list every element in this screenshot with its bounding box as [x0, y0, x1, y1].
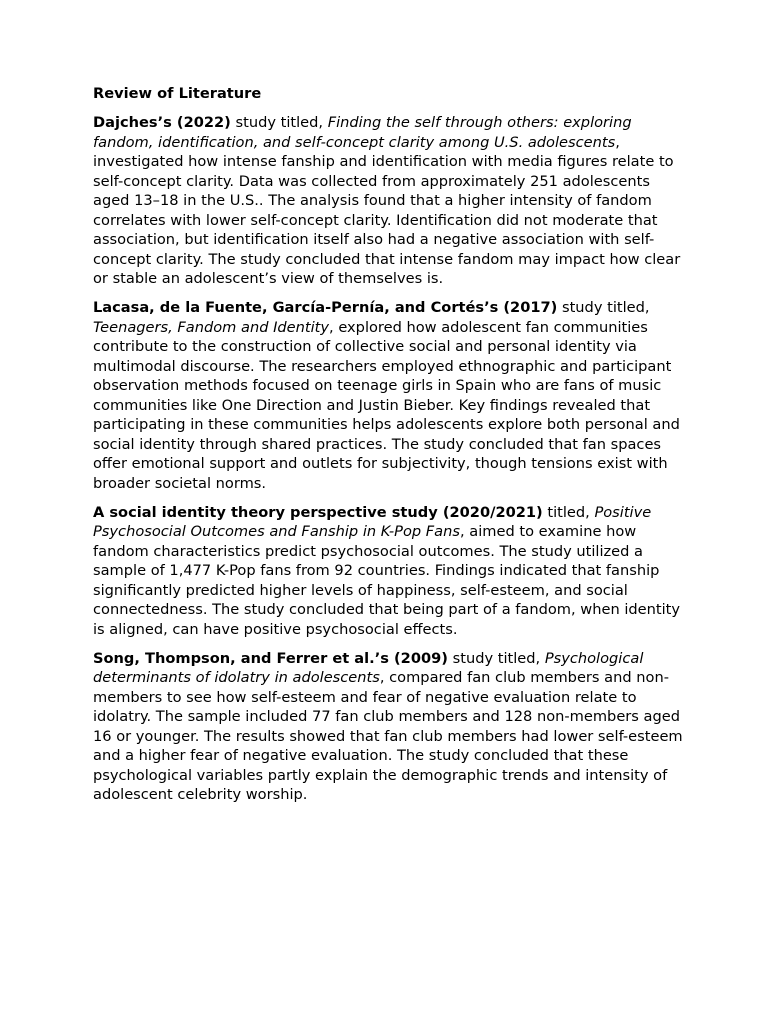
study-title: Psychological determinants of idolatry in adolescents — [93, 649, 644, 686]
document-page — [93, 84, 683, 814]
citation-authors: A social identity theory perspective study (2020/2021) — [93, 503, 543, 521]
citation-lead: study titled, — [447, 649, 545, 667]
paragraph-body: , aimed to examine how fandom characteristics predict psychosocial outcomes. The study utilized a sample of 1,477 K-Pop fans from 92 countries. Findings indicated that fanship significantly predicted higher levels of happiness, self-esteem, and social connectedness. The study concluded that being part of a fandom, when identity is aligned, can have positive psychosocial effects. — [93, 523, 681, 638]
paragraph-lacasa — [93, 298, 683, 493]
citation-authors: Dajches’s (2022) — [93, 114, 231, 131]
study-title: Finding the self through others: exploring fandom, identification, and self-concept clarity among U.S. adolescents — [93, 114, 632, 151]
paragraph-kpop — [93, 503, 683, 640]
paragraph-song — [93, 649, 683, 805]
citation-authors: Song, Thompson, and Ferrer et al.’s (2009) — [93, 649, 448, 667]
section-heading: Review of Literature — [93, 85, 262, 102]
citation-lead: study titled, — [557, 299, 650, 316]
paragraph-body: , compared fan club members and non-members to see how self-esteem and fear of negative evaluation relate to idolatry. The sample included 77 fan club members and 128 non-members aged 16 or younger. The results showed that fan club members had lower self-esteem and a higher fear of negative evaluation. The study concluded that these psychological variables partly explain the demographic trends and intensity of adolescent celebrity worship. — [93, 669, 683, 803]
study-title: Teenagers, Fandom and Identity — [93, 318, 330, 336]
paragraph-dajches — [93, 113, 683, 289]
paragraph-body: , investigated how intense fanship and identification with media figures relate to self-concept clarity. Data was collected from approximately 251 adolescents aged 13–18 in the U.S.. The analysis found that a higher intensity of fandom correlates with lower self-concept clarity. Identification did not moderate that association, but identification itself also had a negative association with self-concept clarity. The study concluded that intense fandom may impact how clear or stable an adolescent’s view of themselves is. — [93, 133, 681, 287]
study-title: Positive Psychosocial Outcomes and Fanship in K-Pop Fans — [93, 503, 652, 540]
citation-authors: Lacasa, de la Fuente, García-Pernía, and Cortés’s (2017) — [93, 299, 558, 316]
citation-lead: study titled, — [230, 114, 328, 131]
paragraph-body: , explored how adolescent fan communities contribute to the construction of collective social and personal identity via multimodal discourse. The researchers employed ethnographic and participant observation methods focused on teenage girls in Spain who are fans of music communities like One Direction and Justin Bieber. Key findings revealed that participating in these communities helps adolescents explore both personal and social identity through shared practices. The study concluded that fan spaces offer emotional support and outlets for subjectivity, though tensions exist with broader societal norms. — [93, 318, 680, 492]
citation-lead: titled, — [542, 503, 595, 521]
